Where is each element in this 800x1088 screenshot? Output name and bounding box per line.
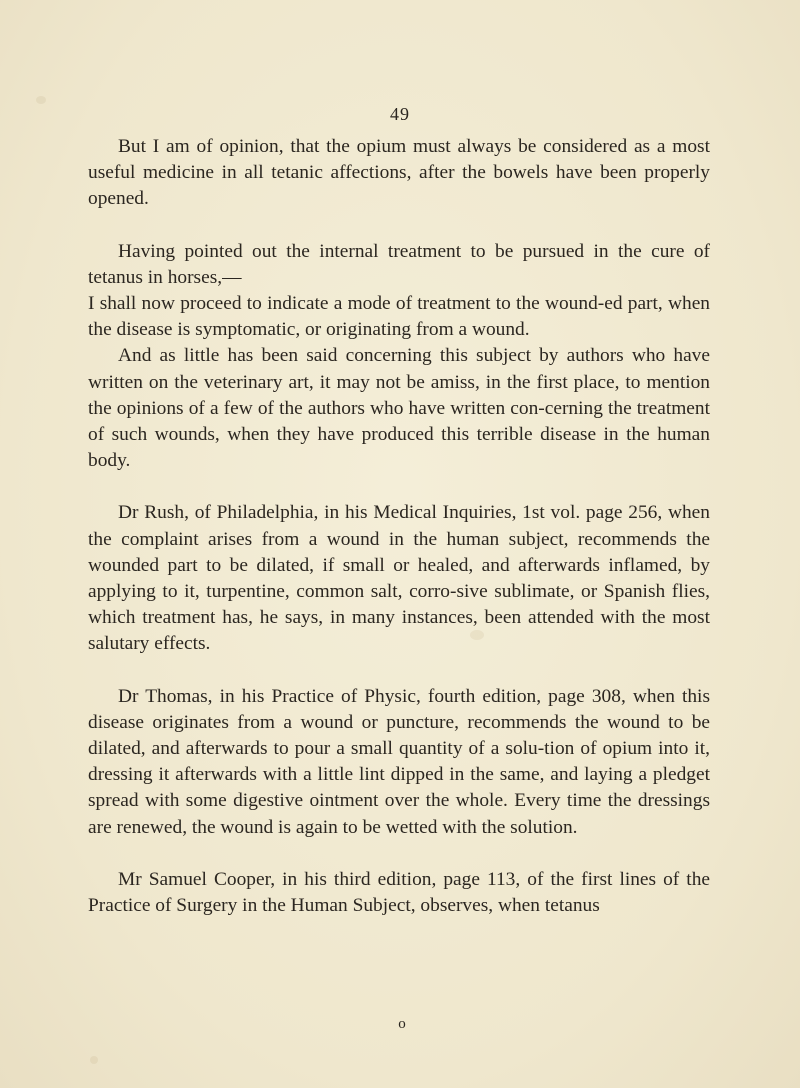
signature-mark: o — [398, 1016, 406, 1032]
body-text — [88, 134, 710, 919]
paragraph-mr-cooper: Mr Samuel Cooper, in his third edition, page 113, of the first lines of the Practice of Surgery in the Human Subject, observes, when tetanus — [88, 868, 710, 917]
paragraph-dr-thomas: Dr Thomas, in his Practice of Physic, fourth edition, page 308, when this disease originates from a wound or puncture, recommends the wound to be dilated, and afterwards to pour a small quantity of a solu-tion of opium into it, dressing it afterwards with a little lint dipped in the same, and laying a pledget spread with some digestive ointment over the whole. Every time the dressings are renewed, the wound is again to be wetted with the solution. — [88, 685, 710, 838]
paragraph-authors-opinions: And as little has been said concerning this subject by authors who have written on the veterinary art, it may not be amiss, in the first place, to mention the opinions of a few of the authors who have written con-cerning the treatment of such wounds, when they have produced this terrible disease in the human body. — [88, 345, 710, 472]
paper-stain — [90, 1056, 98, 1064]
paper-stain — [36, 96, 46, 104]
paragraph-internal-treatment: Having pointed out the internal treatment to be pursued in the cure of tetanus in horses,— — [88, 240, 710, 288]
paragraph-dr-rush: Dr Rush, of Philadelphia, in his Medical Inquiries, 1st vol. page 256, when the complaint arises from a wound in the human subject, recommends the wounded part to be dilated, if small or healed, and afterwards inflamed, by applying to it, turpentine, common salt, corro-sive sublimate, or Spanish flies, which treatment has, he says, in many instances, been attended with the most salutary effects. — [88, 502, 710, 655]
paragraph-opium-opinion: But I am of opinion, that the opium must always be considered as a most useful medicine in all tetanic affections, after the bowels have been properly opened. — [88, 136, 710, 210]
paragraph-wound-treatment: I shall now proceed to indicate a mode of treatment to the wound-ed part, when the disease is symptomatic, or originating from a wound. — [88, 293, 710, 341]
page-number: 49 — [390, 104, 410, 124]
